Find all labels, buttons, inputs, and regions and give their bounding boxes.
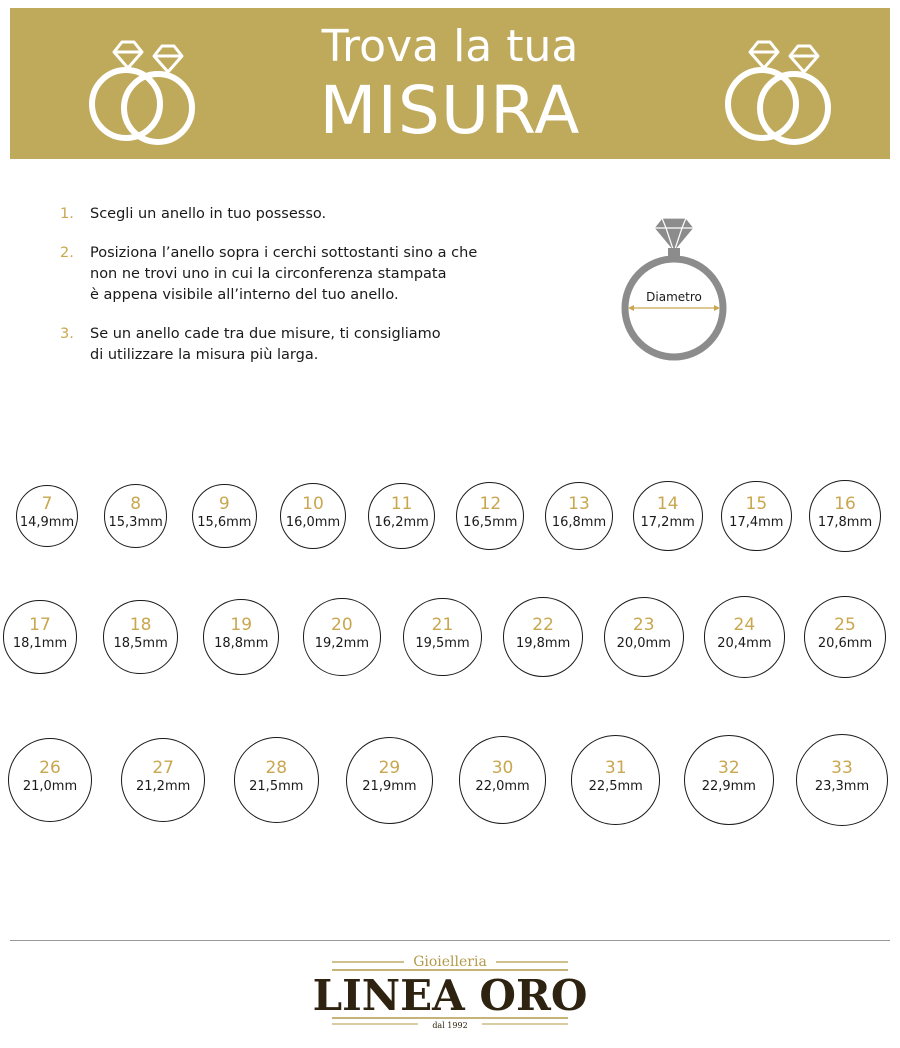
ring-size-number: 14 bbox=[656, 493, 679, 514]
ring-size-number: 25 bbox=[834, 614, 856, 635]
ring-size-number: 11 bbox=[390, 493, 413, 514]
ring-size-number: 27 bbox=[152, 758, 174, 778]
ring-size-number: 30 bbox=[491, 757, 514, 778]
ring-size-diameter: 22,5mm bbox=[588, 778, 643, 794]
step-number: 3. bbox=[60, 326, 74, 342]
ring-size-number: 29 bbox=[378, 758, 401, 778]
ring-size-number: 12 bbox=[479, 493, 502, 514]
ring-size-circle bbox=[459, 736, 546, 823]
ring-size-number: 21 bbox=[431, 614, 454, 635]
ring-size-circle bbox=[796, 734, 888, 826]
ring-size-diameter: 21,9mm bbox=[362, 779, 417, 794]
ring-size-number: 31 bbox=[604, 757, 627, 778]
ring-size-diameter: 16,2mm bbox=[374, 514, 429, 530]
ring-size-diameter: 16,0mm bbox=[285, 514, 341, 530]
ring-size-circle bbox=[456, 482, 524, 550]
ring-size-diameter: 22,9mm bbox=[701, 778, 756, 794]
ring-diameter-diagram bbox=[600, 212, 750, 372]
diamond-icon bbox=[654, 218, 694, 252]
ring-size-number: 8 bbox=[130, 493, 142, 514]
ring-size-diameter: 18,5mm bbox=[113, 635, 168, 651]
ring-size-number: 24 bbox=[733, 614, 756, 635]
ring-size-circle bbox=[571, 735, 660, 824]
ring-size-diameter: 14,9mm bbox=[19, 515, 75, 530]
logo-since: dal 1992 bbox=[432, 1021, 468, 1030]
ring-size-diameter: 15,3mm bbox=[108, 514, 163, 530]
ring-size-circle bbox=[104, 484, 167, 547]
ring-size-diameter: 21,5mm bbox=[249, 778, 304, 794]
diameter-label: Diametro bbox=[646, 290, 702, 304]
ring-size-diameter: 20,6mm bbox=[817, 635, 873, 651]
ring-size-circle bbox=[403, 598, 481, 676]
ring-size-circle bbox=[633, 481, 703, 551]
ring-size-number: 18 bbox=[129, 614, 152, 635]
instructions-list bbox=[60, 204, 540, 384]
step-number: 2. bbox=[60, 245, 74, 261]
ring-size-diameter: 20,0mm bbox=[616, 635, 671, 651]
ring-size-diameter: 18,8mm bbox=[214, 635, 269, 651]
ring-size-number: 32 bbox=[718, 757, 740, 778]
ring-size-circle bbox=[203, 599, 279, 675]
ring-size-diameter: 18,1mm bbox=[12, 635, 68, 651]
ring-size-diameter: 15,6mm bbox=[197, 515, 252, 530]
ring-size-circle bbox=[121, 738, 206, 823]
ring-size-circle bbox=[303, 598, 380, 675]
ring-size-circle bbox=[16, 485, 78, 547]
page-title-line-2: MISURA bbox=[319, 72, 581, 149]
wedding-rings-icon bbox=[722, 30, 834, 150]
ring-size-number: 20 bbox=[331, 614, 353, 635]
ring-size-diameter: 19,2mm bbox=[314, 635, 369, 651]
step-number: 1. bbox=[60, 206, 74, 222]
ring-size-circle bbox=[368, 483, 435, 550]
page-title-line-1: Trova la tua bbox=[321, 21, 579, 72]
header-banner bbox=[10, 8, 890, 159]
instruction-step bbox=[60, 243, 540, 306]
ring-size-diameter: 16,5mm bbox=[463, 514, 518, 530]
ring-size-number: 16 bbox=[834, 493, 856, 514]
ring-size-circle bbox=[809, 480, 881, 552]
ring-size-circle bbox=[721, 481, 792, 552]
logo-subtitle: Gioielleria bbox=[413, 954, 487, 970]
ring-size-circle bbox=[234, 737, 320, 823]
ring-size-circle bbox=[604, 597, 684, 677]
ring-size-circle bbox=[804, 596, 886, 678]
ring-size-circle bbox=[3, 600, 76, 673]
ring-size-number: 13 bbox=[568, 493, 590, 514]
ring-size-circle bbox=[103, 600, 178, 675]
diameter-arrow bbox=[628, 305, 720, 311]
ring-size-circle bbox=[704, 596, 786, 678]
ring-size-diameter: 21,2mm bbox=[136, 779, 191, 794]
step-text: Scegli un anello in tuo possesso. bbox=[90, 206, 327, 222]
ring-size-number: 22 bbox=[532, 615, 554, 635]
ring-size-circle bbox=[545, 482, 614, 551]
ring-size-diameter: 22,0mm bbox=[475, 778, 530, 794]
ring-size-number: 33 bbox=[831, 758, 853, 778]
ring-size-circle bbox=[503, 597, 583, 677]
ring-size-circle bbox=[684, 735, 775, 826]
ring-size-number: 28 bbox=[265, 757, 288, 778]
ring-size-circle bbox=[8, 738, 92, 822]
ring-size-diameter: 16,8mm bbox=[551, 514, 607, 530]
ring-size-number: 10 bbox=[302, 493, 324, 514]
ring-size-circle bbox=[280, 483, 346, 549]
ring-size-diameter: 19,5mm bbox=[415, 635, 470, 651]
ring-size-number: 19 bbox=[230, 614, 253, 635]
ring-size-diameter: 17,8mm bbox=[817, 514, 873, 530]
ring-size-diameter: 17,2mm bbox=[640, 514, 695, 530]
ring-size-diameter: 17,4mm bbox=[729, 514, 784, 530]
logo-name: LINEA ORO bbox=[312, 971, 588, 1020]
ring-size-number: 7 bbox=[41, 494, 53, 514]
ring-size-number: 26 bbox=[39, 757, 61, 778]
ring-size-diameter: 20,4mm bbox=[717, 635, 772, 651]
ring-size-number: 15 bbox=[745, 493, 768, 514]
instruction-step bbox=[60, 324, 540, 366]
ring-size-number: 9 bbox=[218, 494, 230, 514]
instruction-step bbox=[60, 204, 540, 225]
ring-size-number: 23 bbox=[632, 614, 655, 635]
ring-size-circle bbox=[346, 737, 433, 824]
step-text: Posiziona l’anello sopra i cerchi sottostanti sino a che non ne trovi uno in cui la circonferenza stampata è appena visibile all’interno del tuo anello. bbox=[90, 245, 478, 303]
footer-divider bbox=[10, 940, 890, 941]
ring-size-diameter: 19,8mm bbox=[515, 636, 571, 651]
ring-size-number: 17 bbox=[29, 614, 51, 635]
step-text: Se un anello cade tra due misure, ti consigliamo di utilizzare la misura più larga. bbox=[90, 326, 441, 363]
linea-oro-logo bbox=[300, 946, 600, 1036]
ring-size-diameter: 21,0mm bbox=[22, 778, 78, 794]
ring-size-diameter: 23,3mm bbox=[814, 779, 870, 794]
ring-size-circle bbox=[192, 484, 257, 549]
